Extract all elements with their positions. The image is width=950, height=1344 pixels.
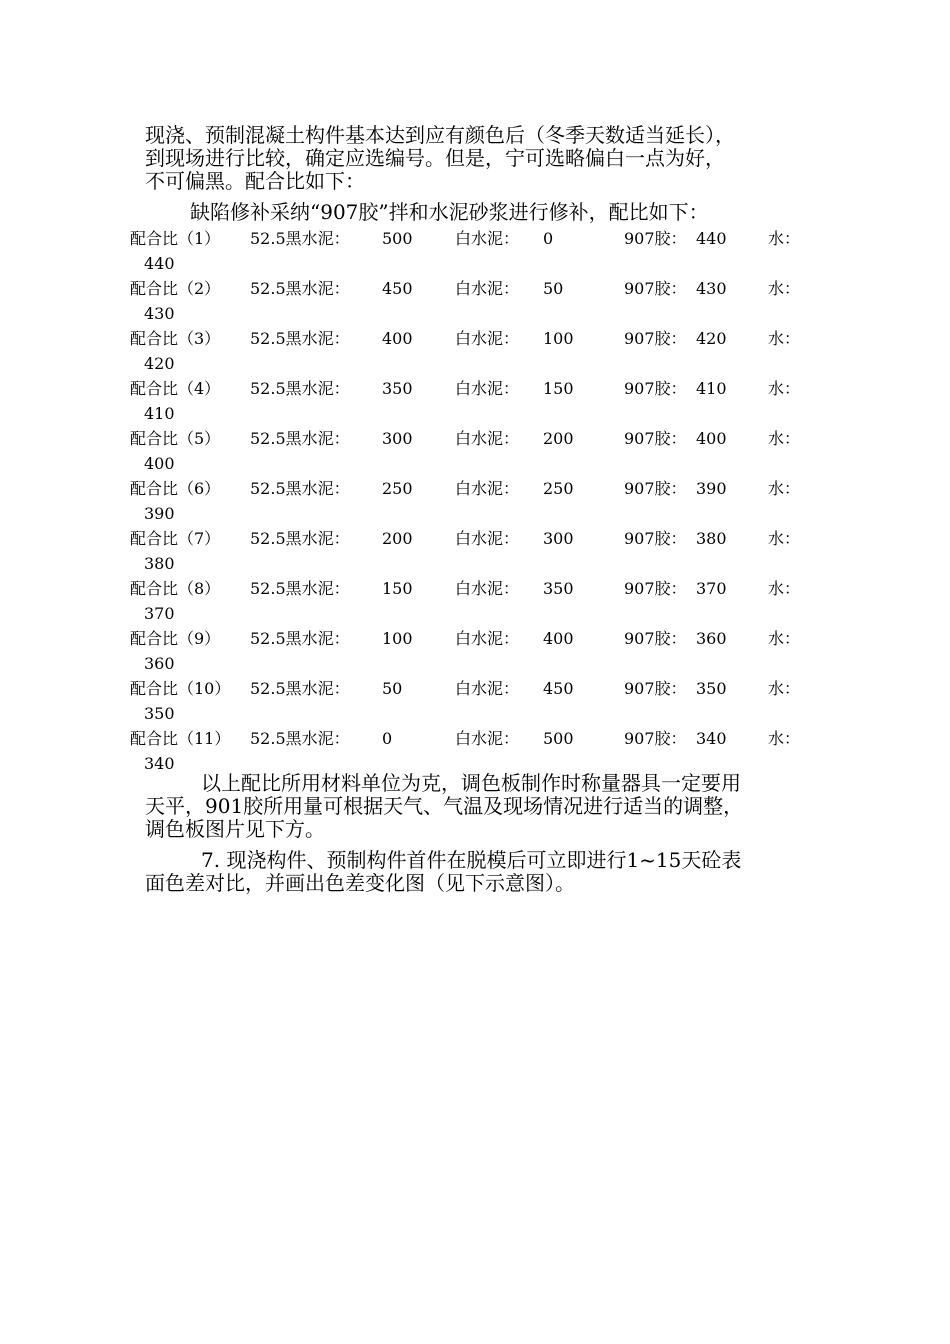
white-cement-value: 500	[543, 729, 574, 748]
water-label: 水：	[768, 329, 801, 348]
water-value: 370	[144, 604, 175, 623]
white-cement-value: 50	[543, 279, 564, 298]
water-value: 400	[144, 454, 175, 473]
mix-label: 配合比（11）	[130, 729, 231, 748]
black-cement-value: 500	[382, 229, 413, 248]
mix-row	[130, 526, 820, 576]
white-cement-value: 350	[543, 579, 574, 598]
note-line-2: 天平，901胶所用量可根据天气、气温及现场情况进行适当的调整，	[145, 794, 744, 818]
black-cement-label: 52.5黑水泥：	[250, 679, 350, 698]
glue-label: 907胶：	[624, 329, 687, 348]
mix-label: 配合比（10）	[130, 679, 231, 698]
glue-label: 907胶：	[624, 229, 687, 248]
intro-line-1: 现浇、预制混凝土构件基本达到应有颜色后（冬季天数适当延长），	[145, 123, 735, 147]
glue-label: 907胶：	[624, 679, 687, 698]
mix-label: 配合比（1）	[130, 229, 221, 248]
water-label: 水：	[768, 479, 801, 498]
black-cement-label: 52.5黑水泥：	[250, 329, 350, 348]
glue-value: 380	[696, 529, 727, 548]
glue-label: 907胶：	[624, 279, 687, 298]
glue-value: 400	[696, 429, 727, 448]
intro-paragraph	[145, 124, 815, 193]
glue-value: 420	[696, 329, 727, 348]
mix-label: 配合比（3）	[130, 329, 221, 348]
water-value: 390	[144, 504, 175, 523]
white-cement-label: 白水泥：	[455, 629, 520, 648]
black-cement-label: 52.5黑水泥：	[250, 229, 350, 248]
white-cement-label: 白水泥：	[455, 279, 520, 298]
black-cement-value: 450	[382, 279, 413, 298]
mix-row	[130, 476, 820, 526]
white-cement-value: 200	[543, 429, 574, 448]
black-cement-value: 100	[382, 629, 413, 648]
mix-row	[130, 376, 820, 426]
note-line-1: 以上配比所用材料单位为克，调色板制作时称量器具一定要用	[201, 771, 741, 795]
white-cement-label: 白水泥：	[455, 329, 520, 348]
glue-value: 410	[696, 379, 727, 398]
black-cement-label: 52.5黑水泥：	[250, 579, 350, 598]
water-value: 340	[144, 754, 175, 773]
repair-paragraph	[190, 201, 860, 224]
glue-label: 907胶：	[624, 379, 687, 398]
mix-row	[130, 426, 820, 476]
black-cement-label: 52.5黑水泥：	[250, 279, 350, 298]
water-value: 430	[144, 304, 175, 323]
white-cement-value: 300	[543, 529, 574, 548]
water-value: 410	[144, 404, 175, 423]
glue-label: 907胶：	[624, 529, 687, 548]
glue-label: 907胶：	[624, 629, 687, 648]
black-cement-label: 52.5黑水泥：	[250, 379, 350, 398]
mix-row	[130, 576, 820, 626]
white-cement-value: 400	[543, 629, 574, 648]
water-value: 380	[144, 554, 175, 573]
glue-label: 907胶：	[624, 729, 687, 748]
black-cement-label: 52.5黑水泥：	[250, 529, 350, 548]
water-label: 水：	[768, 729, 801, 748]
white-cement-label: 白水泥：	[455, 479, 520, 498]
mix-label: 配合比（5）	[130, 429, 221, 448]
note-paragraph	[145, 772, 815, 841]
glue-label: 907胶：	[624, 579, 687, 598]
black-cement-value: 50	[382, 679, 403, 698]
glue-value: 340	[696, 729, 727, 748]
water-label: 水：	[768, 379, 801, 398]
mix-row	[130, 626, 820, 676]
intro-line-2: 到现场进行比较，确定应选编号。但是，宁可选略偏白一点为好，	[145, 146, 725, 170]
intro-line-3: 不可偏黑。配合比如下：	[145, 169, 365, 193]
glue-label: 907胶：	[624, 479, 687, 498]
black-cement-value: 0	[382, 729, 393, 748]
mix-label: 配合比（7）	[130, 529, 221, 548]
repair-line: 缺陷修补采纳“907胶”拌和水泥砂浆进行修补，配比如下：	[190, 200, 709, 224]
white-cement-label: 白水泥：	[455, 379, 520, 398]
glue-value: 370	[696, 579, 727, 598]
water-label: 水：	[768, 279, 801, 298]
mix-label: 配合比（6）	[130, 479, 221, 498]
black-cement-value: 150	[382, 579, 413, 598]
black-cement-label: 52.5黑水泥：	[250, 629, 350, 648]
black-cement-value: 300	[382, 429, 413, 448]
black-cement-label: 52.5黑水泥：	[250, 729, 350, 748]
black-cement-label: 52.5黑水泥：	[250, 479, 350, 498]
water-value: 360	[144, 654, 175, 673]
mix-label: 配合比（8）	[130, 579, 221, 598]
water-label: 水：	[768, 529, 801, 548]
item7-line-1: 7. 现浇构件、预制构件首件在脱模后可立即进行1~15天砼表	[201, 848, 742, 872]
mix-label: 配合比（4）	[130, 379, 221, 398]
mix-ratio-list	[130, 226, 820, 776]
water-label: 水：	[768, 229, 801, 248]
black-cement-value: 250	[382, 479, 413, 498]
note-line-3: 调色板图片见下方。	[145, 817, 325, 841]
mix-row	[130, 326, 820, 376]
white-cement-value: 450	[543, 679, 574, 698]
water-value: 350	[144, 704, 175, 723]
glue-value: 390	[696, 479, 727, 498]
black-cement-value: 350	[382, 379, 413, 398]
glue-value: 440	[696, 229, 727, 248]
black-cement-value: 400	[382, 329, 413, 348]
mix-row	[130, 226, 820, 276]
white-cement-label: 白水泥：	[455, 729, 520, 748]
white-cement-value: 150	[543, 379, 574, 398]
white-cement-value: 250	[543, 479, 574, 498]
mix-row	[130, 726, 820, 776]
water-label: 水：	[768, 429, 801, 448]
white-cement-label: 白水泥：	[455, 579, 520, 598]
glue-value: 430	[696, 279, 727, 298]
white-cement-label: 白水泥：	[455, 429, 520, 448]
white-cement-label: 白水泥：	[455, 529, 520, 548]
glue-value: 360	[696, 629, 727, 648]
water-label: 水：	[768, 629, 801, 648]
black-cement-value: 200	[382, 529, 413, 548]
white-cement-label: 白水泥：	[455, 229, 520, 248]
glue-value: 350	[696, 679, 727, 698]
mix-row	[130, 676, 820, 726]
water-value: 440	[144, 254, 175, 273]
white-cement-label: 白水泥：	[455, 679, 520, 698]
mix-label: 配合比（9）	[130, 629, 221, 648]
item7-paragraph	[145, 849, 815, 895]
mix-label: 配合比（2）	[130, 279, 221, 298]
black-cement-label: 52.5黑水泥：	[250, 429, 350, 448]
white-cement-value: 0	[543, 229, 554, 248]
item7-line-2: 面色差对比，并画出色差变化图（见下示意图）。	[145, 871, 575, 895]
water-value: 420	[144, 354, 175, 373]
water-label: 水：	[768, 579, 801, 598]
mix-row	[130, 276, 820, 326]
white-cement-value: 100	[543, 329, 574, 348]
water-label: 水：	[768, 679, 801, 698]
glue-label: 907胶：	[624, 429, 687, 448]
